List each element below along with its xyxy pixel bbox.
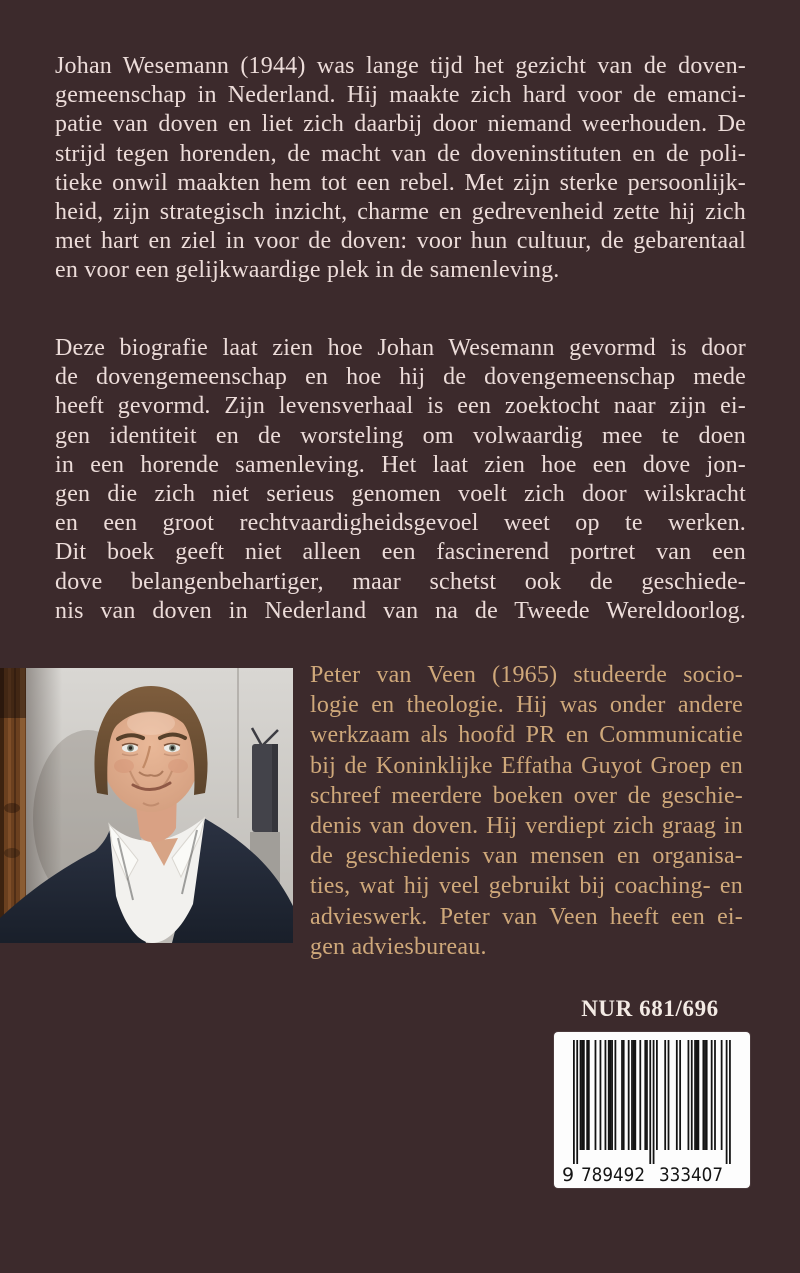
text-line: de geschiedenis van mensen en organisa- [310, 843, 743, 870]
text-line: patie van doven en liet zich daarbij door niemand weerhouden. De [55, 111, 746, 138]
text-line: strijd tegen horenden, de macht van de doveninstituten en de poli- [55, 140, 746, 167]
text-line: advieswerk. Peter van Veen heeft een ei- [310, 903, 743, 930]
text-line: gemeenschap in Nederland. Hij maakte zich hard voor de emanci- [55, 82, 746, 109]
text-line: en voor een gelijkwaardige plek in de samenleving. [55, 257, 560, 284]
svg-text:9: 9 [562, 1164, 575, 1186]
text-line: dove belangenbehartiger, maar schetst ook de geschiede- [55, 568, 746, 595]
text-line: schreef meerdere boeken over de geschie- [310, 782, 743, 809]
text-line: gen die zich niet serieus genomen voelt zich door wilskracht [55, 481, 746, 508]
text-line: gen identiteit en de worsteling om volwaardig mee te doen [55, 422, 746, 449]
text-line: Deze biografie laat zien hoe Johan Wesemann gevormd is door [55, 335, 746, 361]
text-line: de dovengemeenschap en hoe hij de dovengemeenschap mede [55, 364, 746, 391]
author-photo [0, 668, 293, 943]
nur-code: NUR 681/696 [581, 996, 719, 1021]
text-line: ties, wat hij veel gebruikt bij coaching- en [310, 873, 743, 900]
text-line: Peter van Veen (1965) studeerde socio- [310, 662, 743, 688]
text-line: logie en theologie. Hij was onder andere [310, 692, 743, 719]
text-line: en een groot rechtvaardigheidsgevoel weet op te werken. [55, 510, 746, 537]
text-line: tieke onwil maakten hem tot een rebel. Met zijn sterke persoonlijk- [55, 169, 746, 196]
text-line: heid, zijn strategisch inzicht, charme en gedrevenheid zette hij zich [55, 199, 746, 226]
text-line: gen adviesbureau. [310, 933, 487, 960]
text-line: denis van doven. Hij verdiept zich graag in [310, 813, 743, 840]
isbn-barcode [554, 1032, 750, 1188]
svg-text:789492: 789492 [581, 1164, 645, 1186]
text-line: bij de Koninklijke Effatha Guyot Groep en [310, 752, 743, 779]
synopsis-paragraph-1 [55, 52, 746, 286]
text-line: nis van doven in Nederland van na de Tweede Wereldoorlog. [55, 597, 746, 624]
author-portrait-illustration [0, 668, 293, 943]
text-line: heeft gevormd. Zijn levensverhaal is een zoektocht naar zijn ei- [55, 393, 746, 420]
text-line: werkzaam als hoofd PR en Communicatie [310, 722, 743, 749]
text-line: Johan Wesemann (1944) was lange tijd het gezicht van de doven- [55, 53, 746, 79]
text-line: Dit boek geeft niet alleen een fascinerend portret van een [55, 539, 746, 566]
synopsis-paragraph-2 [55, 334, 746, 626]
text-line: in een horende samenleving. Het laat zien hoe een dove jon- [55, 451, 746, 478]
svg-text:333407: 333407 [659, 1164, 723, 1186]
text-line: met hart en ziel in voor de doven: voor hun cultuur, de gebarentaal [55, 228, 746, 255]
barcode-bars [554, 1032, 750, 1188]
author-bio [310, 660, 743, 962]
